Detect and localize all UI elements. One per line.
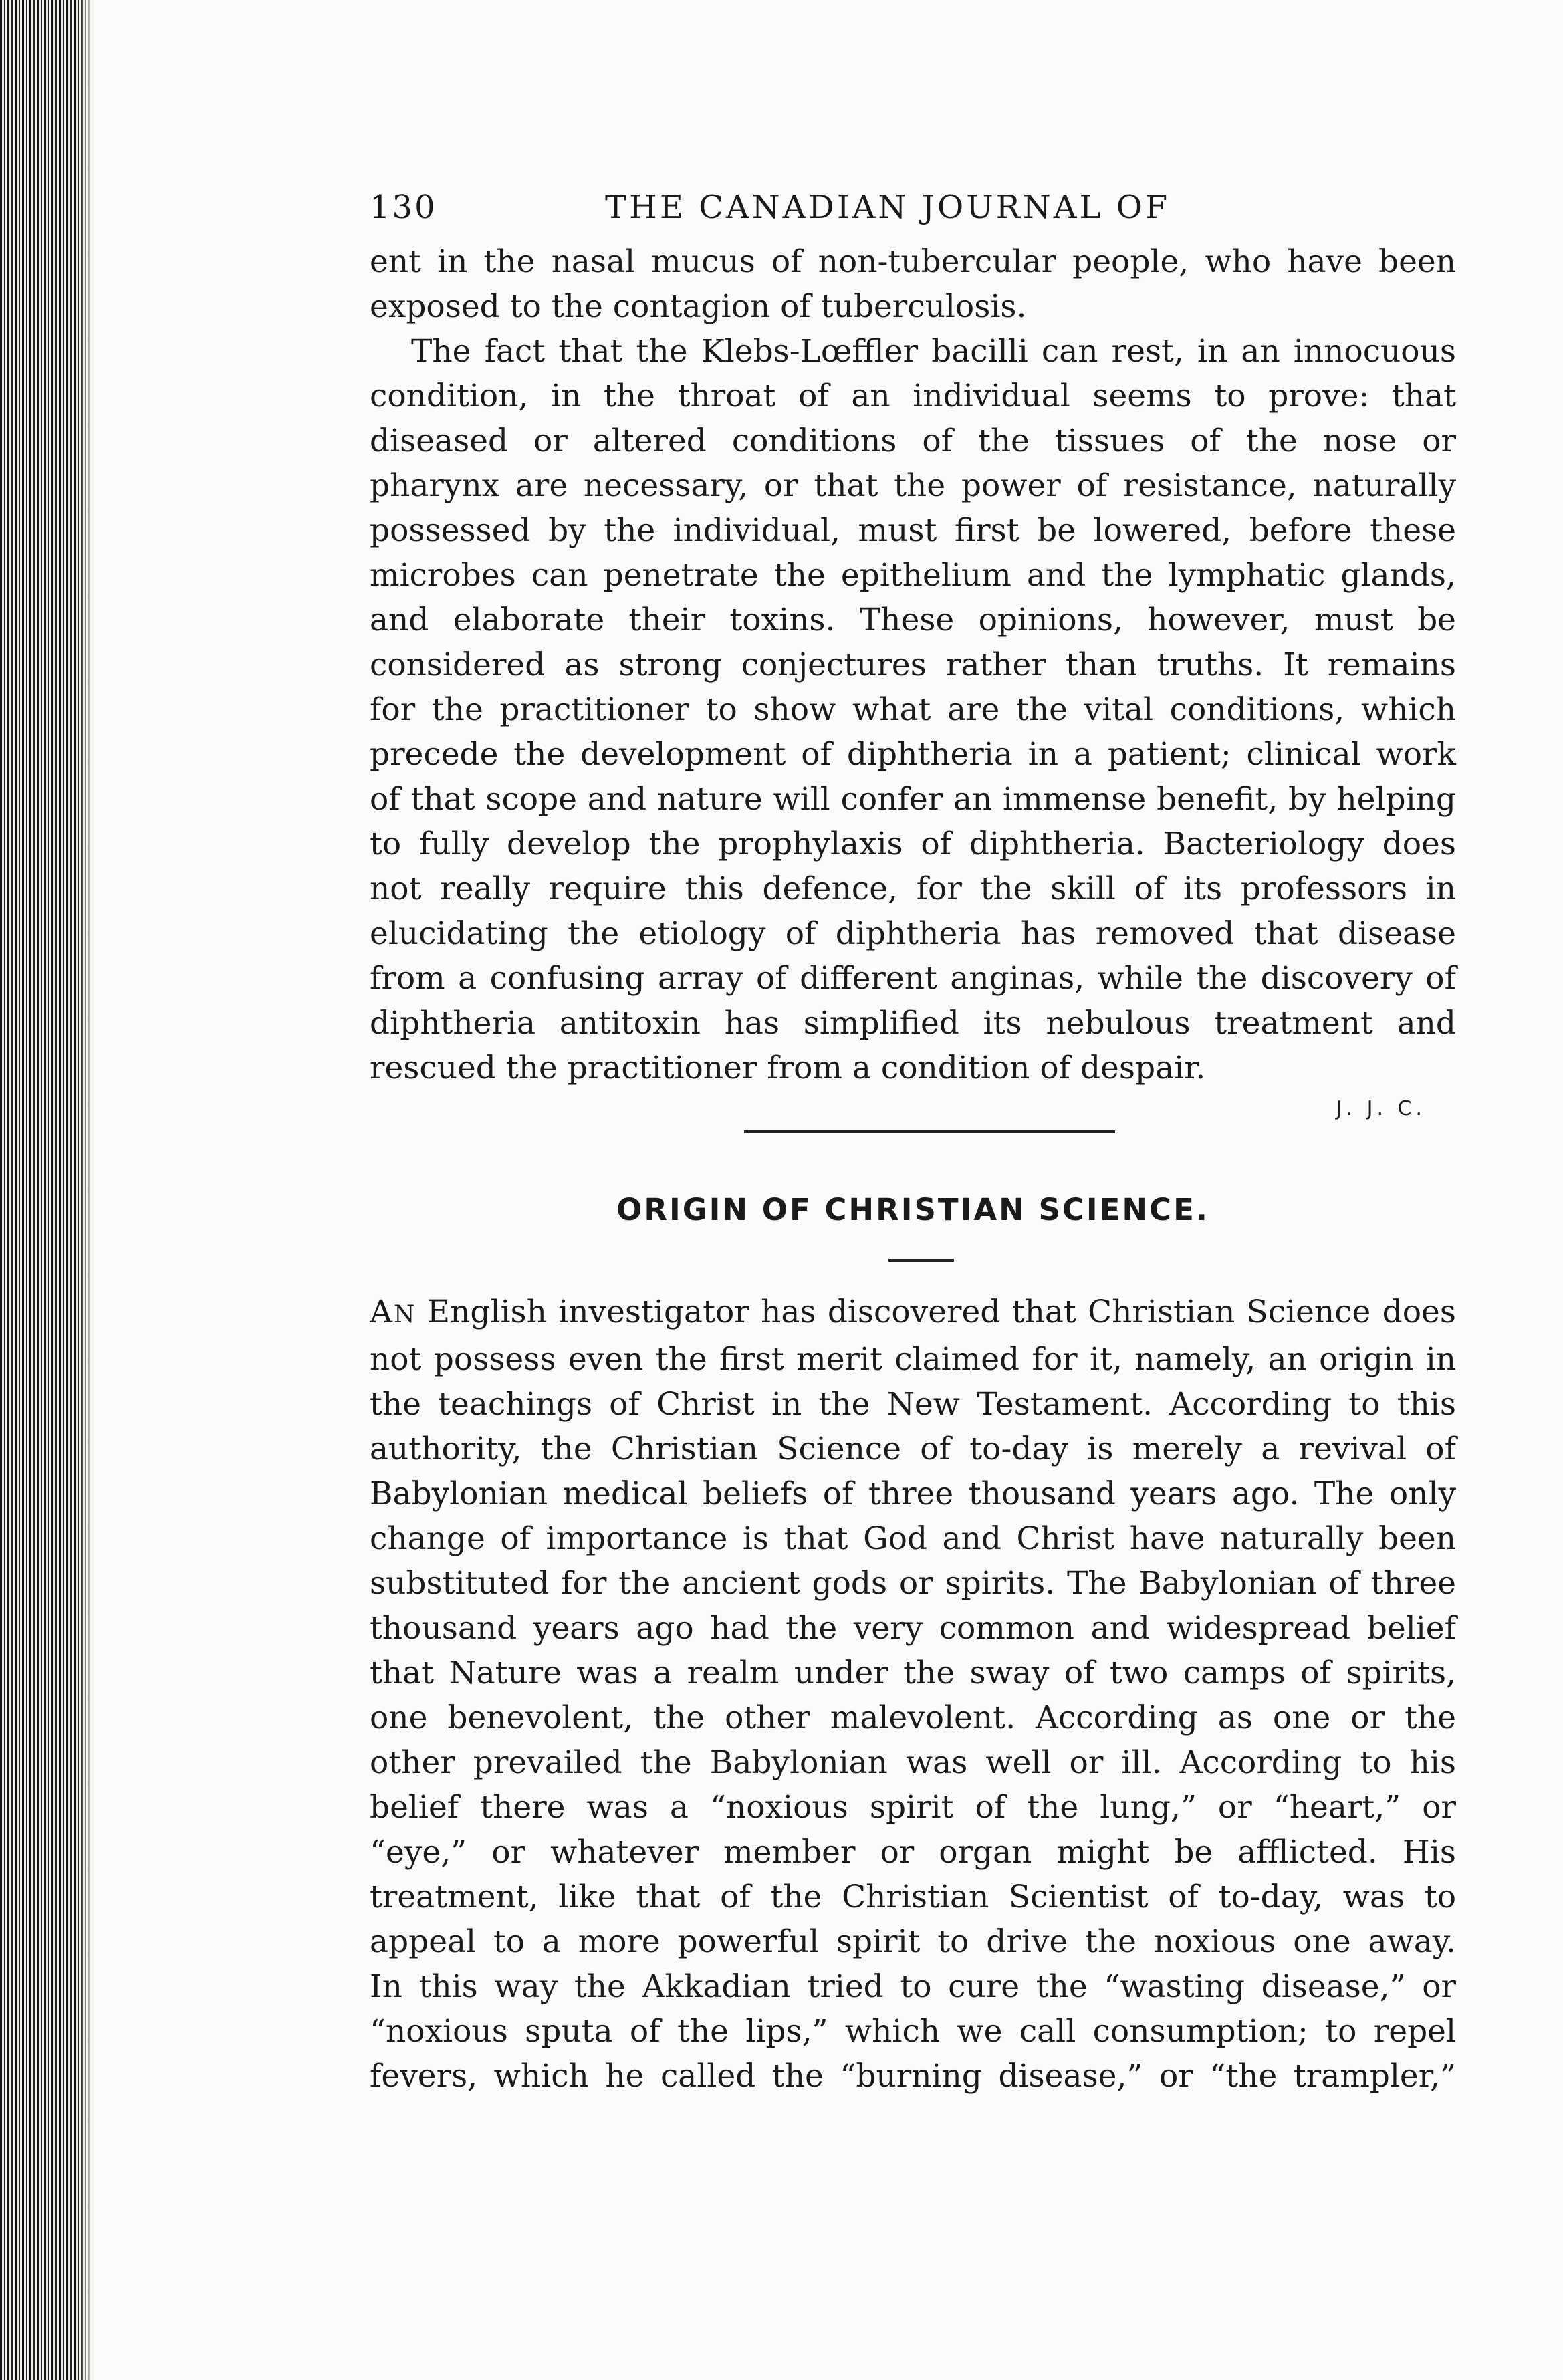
text-line: considered as strong conjectures rather than truths. It remains <box>370 646 1456 683</box>
text-line: that Nature was a realm under the sway of two camps of spirits, <box>370 1655 1456 1691</box>
text-line: treatment, like that of the Christian Scientist of to-day, was to <box>370 1879 1456 1915</box>
text-line: appeal to a more powerful spirit to drive the noxious one away. <box>370 1923 1456 1960</box>
text-line: rescued the practitioner from a condition of despair. <box>370 1050 1206 1086</box>
page-number: 130 <box>370 189 437 226</box>
text-line: belief there was a “noxious spirit of the lung,” or “heart,” or <box>370 1789 1456 1826</box>
text-line: Babylonian medical beliefs of three thousand years ago. The only <box>370 1475 1456 1512</box>
text-line: not possess even the first merit claimed for it, namely, an origin in <box>370 1341 1456 1378</box>
text-line: “noxious sputa of the lips,” which we call consumption; to repel <box>370 2013 1456 2050</box>
text-line: precede the development of diphtheria in a patient; clinical work <box>370 736 1456 773</box>
text-line: substituted for the ancient gods or spirits. The Babylonian of three <box>370 1565 1456 1602</box>
text-line: microbes can penetrate the epithelium and the lymphatic glands, <box>370 557 1456 594</box>
page <box>370 174 1456 2099</box>
text-line: exposed to the contagion of tuberculosis. <box>370 288 1027 325</box>
previous-article-paragraph <box>370 329 1456 1090</box>
text-line: fevers, which he called the “burning disease,” or “the trampler,” <box>370 2058 1456 2095</box>
continuation-paragraph <box>370 239 1456 329</box>
text-line: authority, the Christian Science of to-day is merely a revival of <box>370 1431 1456 1467</box>
section-divider <box>744 1130 1115 1133</box>
text-line: pharynx are necessary, or that the power of resistance, naturally <box>370 467 1456 504</box>
text-line: “eye,” or whatever member or organ might be afflicted. His <box>370 1834 1456 1871</box>
text-line: diphtheria antitoxin has simplified its nebulous treatment and <box>370 1005 1456 1042</box>
running-head <box>370 174 1456 234</box>
text-line: to fully develop the prophylaxis of diphtheria. Bacteriology does <box>370 826 1456 862</box>
first-text-line <box>370 1290 1456 1337</box>
article-body-paragraph <box>370 1290 1456 2099</box>
text-line: elucidating the etiology of diphtheria has removed that disease <box>370 915 1456 952</box>
first-word-small-caps: N <box>393 1301 416 1328</box>
text-line: The fact that the Klebs-Lœffler bacilli can rest, in an innocuous <box>411 333 1456 370</box>
journal-title: THE CANADIAN JOURNAL OF <box>605 189 1171 226</box>
article-title: ORIGIN OF CHRISTIAN SCIENCE. <box>616 1192 1209 1227</box>
text-line: from a confusing array of different anginas, while the discovery of <box>370 960 1456 997</box>
text-line: of that scope and nature will confer an immense benefit, by helping <box>370 781 1456 818</box>
text-line: and elaborate their toxins. These opinions, however, must be <box>370 602 1456 638</box>
text-line: for the practitioner to show what are the vital conditions, which <box>370 691 1456 728</box>
text-line: diseased or altered conditions of the tissues of the nose or <box>370 423 1456 459</box>
text-line: the teachings of Christ in the New Testament. According to this <box>370 1386 1456 1423</box>
first-line-rest: English investigator has discovered that Christian Science does <box>415 1294 1456 1330</box>
text-line: thousand years ago had the very common and widespread belief <box>370 1610 1456 1647</box>
text-line: one benevolent, the other malevolent. According as one or the <box>370 1699 1456 1736</box>
author-signature: J. J. C. <box>1336 1097 1426 1120</box>
text-line: change of importance is that God and Christ have naturally been <box>370 1520 1456 1557</box>
first-word-capital: A <box>370 1294 394 1330</box>
text-line: possessed by the individual, must first be lowered, before these <box>370 512 1456 549</box>
text-line: other prevailed the Babylonian was well or ill. According to his <box>370 1744 1456 1781</box>
book-binding-edge <box>0 0 94 2380</box>
text-line: ent in the nasal mucus of non-tubercular people, who have been <box>370 243 1456 280</box>
text-line: not really require this defence, for the skill of its professors in <box>370 870 1456 907</box>
text-line: In this way the Akkadian tried to cure the “wasting disease,” or <box>370 1968 1456 2005</box>
text-line: condition, in the throat of an individual seems to prove: that <box>370 378 1456 414</box>
title-underline <box>888 1259 954 1262</box>
